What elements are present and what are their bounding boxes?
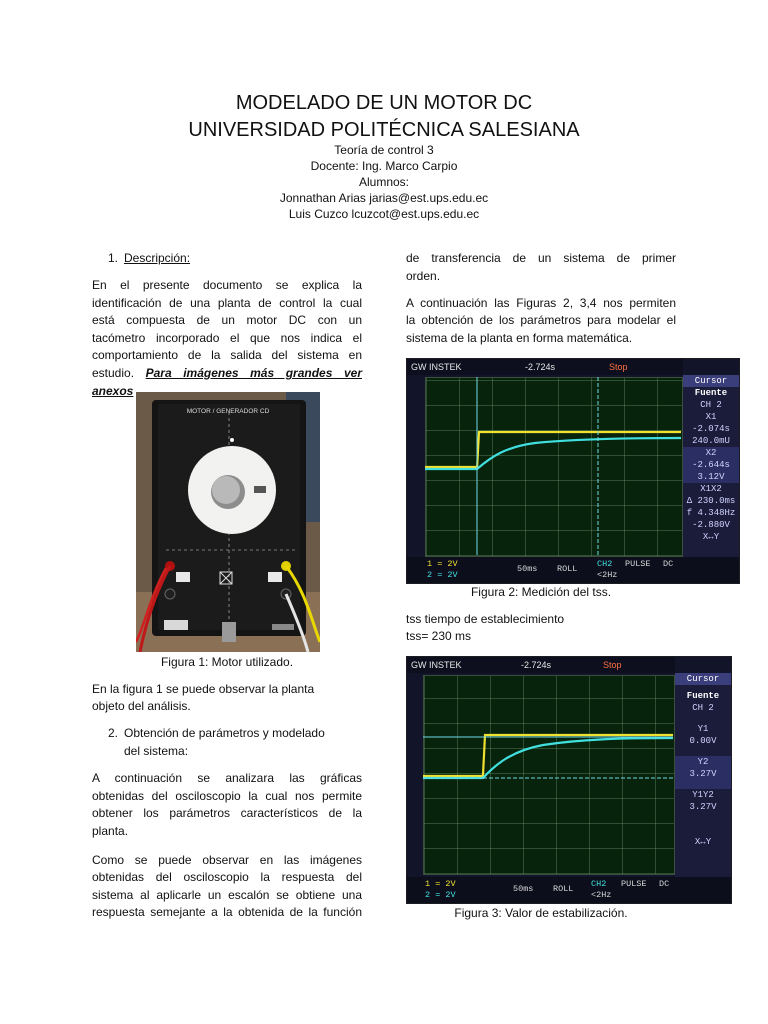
scope-3-timebase: 50ms	[513, 884, 534, 894]
scope-2-menu-5: X2	[683, 447, 739, 459]
scope-3-menu-2: Y1	[697, 724, 709, 734]
student-2: Luis Cuzco lcuzcot@est.ups.edu.ec	[288, 207, 480, 221]
scope-3-status: Stop	[603, 660, 622, 670]
figure-2-caption: Figura 2: Medición del tss.	[470, 585, 612, 599]
section-2-para-2-line-2: obtenidas del osciloscopio la respuesta del	[92, 870, 362, 884]
scope-2-menu-2: X1	[705, 412, 717, 422]
scope-2-ch2-scale: 2 = 2V	[427, 570, 458, 580]
section-2-para-1-line-4: planta.	[92, 824, 129, 838]
scope-3-menu-3: 0.00V	[689, 736, 717, 746]
scope-3-mode: ROLL	[553, 884, 574, 894]
university-title: UNIVERSIDAD POLITÉCNICA SALESIANA	[188, 119, 580, 141]
section-1-title: Descripción:	[124, 251, 191, 265]
section-2-title-line-1: Obtención de parámetros y modelado	[124, 726, 325, 740]
scope-2-topbar	[407, 359, 683, 375]
scope-3-menu-4: Y2	[675, 756, 731, 768]
scope-2-trigger-freq: <2Hz	[597, 570, 618, 580]
scope-3-menu-8: X↔Y	[694, 837, 712, 847]
scope-2-trigger-source: CH2	[597, 559, 613, 569]
document-title: MODELADO DE UN MOTOR DC	[235, 92, 533, 114]
scope-2-mode: ROLL	[557, 564, 578, 574]
section-1-heading	[96, 250, 190, 268]
section-2-para-2-line-3: sistema al aplicarle un escalón se obtiene una	[92, 888, 362, 902]
scope-3-coupling: DC	[659, 879, 670, 889]
section-1-line-1: En el presente documento se explica la	[92, 278, 362, 292]
scope-3-menu-0: Fuente	[686, 691, 720, 701]
section-2-para-2-line-1: Como se puede observar en las imágenes	[92, 853, 362, 867]
scope-3-menu-1: CH 2	[692, 703, 714, 713]
right-para-line-3: sistema de la planta en forma matemática.	[406, 331, 633, 345]
scope-2-menu-10: f 4.348Hz	[686, 508, 736, 518]
scope-2-menu-7: 3.12V	[683, 471, 739, 483]
scope-3-trigger-time: -2.724s	[521, 660, 552, 670]
scope-2-cursor-menu	[683, 375, 739, 557]
scope-3-brand: GW INSTEK	[411, 660, 462, 670]
teacher-line: Docente: Ing. Marco Carpio	[310, 159, 458, 173]
section-1-line-3: está compuesta de un motor DC con un	[92, 313, 362, 327]
scope-3-menu-7: 3.27V	[689, 802, 717, 812]
scope-2-status: Stop	[609, 362, 628, 372]
scope-3-ch2-scale: 2 = 2V	[425, 890, 456, 900]
scope-3-traces	[423, 675, 673, 873]
section-1-line-5: comportamiento de la salida del sistema en	[92, 348, 362, 362]
figure-1-caption: Figura 1: Motor utilizado.	[160, 655, 294, 669]
scope-2-menu-4: 240.0mU	[692, 436, 730, 446]
scope-3-trigger-source: CH2	[591, 879, 607, 889]
scope-2-ch1-scale: 1 = 2V	[427, 559, 458, 569]
scope-2-menu-8: X1X2	[700, 484, 722, 494]
scope-2-menu-3: -2.074s	[692, 424, 730, 434]
scope-2-menu-6: -2.644s	[683, 459, 739, 471]
scope-2-trigger-type: PULSE	[625, 559, 651, 569]
section-2-number: 2.	[107, 726, 118, 740]
scope-2-traces	[425, 377, 681, 555]
motor-photo-illustration	[136, 392, 320, 652]
right-cont-line-2: orden.	[406, 269, 441, 283]
section-2-title-line-2: del sistema:	[124, 744, 189, 758]
students-label: Alumnos:	[358, 175, 410, 189]
scope-2-menu-12: X↔Y	[702, 532, 720, 542]
section-1-line-2: identificación de una planta de control la cual	[92, 296, 362, 310]
right-cont-line-1: de transferencia de un sistema de primer	[406, 251, 676, 265]
scope-2-trigger-time: -2.724s	[525, 362, 556, 372]
figure-3-scope-screen	[406, 656, 732, 904]
section-2-para-2-line-4: respuesta semejante a la obtenida de la función	[92, 905, 362, 919]
section-2-para-1-line-3: obtener los parámetros característicos de la	[92, 806, 362, 820]
scope-3-menu-6: Y1Y2	[692, 790, 714, 800]
figure-1-text-line-2: objeto del análisis.	[92, 699, 191, 713]
scope-3-bottombar	[407, 877, 731, 903]
tss-definition: tss tiempo de establecimiento	[406, 612, 565, 626]
scope-3-topbar	[407, 657, 675, 673]
section-1-line-4: tacómetro incorporado el que nos indica el	[92, 331, 362, 345]
section-2-para-1-line-1: A continuación se analizara las gráficas	[92, 771, 362, 785]
scope-2-bottombar	[407, 557, 739, 583]
scope-2-menu-1: CH 2	[700, 400, 722, 410]
tss-value: tss= 230 ms	[406, 629, 472, 643]
figure-1-text-line-1: En la figura 1 se puede observar la planta	[92, 682, 315, 696]
scope-3-trigger-type: PULSE	[621, 879, 647, 889]
scope-2-menu-title: Cursor	[683, 375, 739, 387]
scope-2-timebase: 50ms	[517, 564, 538, 574]
figure-2-scope-screen	[406, 358, 740, 584]
section-2-heading	[96, 725, 325, 743]
scope-3-menu-5: 3.27V	[675, 768, 731, 789]
section-2-para-1-line-2: obtenidas del osciloscopio la cual nos permite	[92, 789, 362, 803]
annex-link[interactable]: Para imágenes más grandes ver anexos	[92, 366, 362, 398]
scope-2-menu-9: Δ 230.0ms	[686, 496, 736, 506]
right-para-line-1: A continuación las Figuras 2, 3,4 nos permiten	[406, 296, 676, 310]
scope-2-brand: GW INSTEK	[411, 362, 462, 372]
scope-3-cursor-menu	[675, 673, 731, 877]
motor-panel-label: MOTOR / GENERADOR CD	[186, 408, 270, 415]
scope-2-coupling: DC	[663, 559, 674, 569]
course-line: Teoría de control 3	[334, 143, 434, 157]
figure-3-caption: Figura 3: Valor de estabilización.	[454, 906, 628, 920]
right-para-line-2: la obtención de los parámetros para modelar el	[406, 313, 676, 327]
scope-3-ch1-scale: 1 = 2V	[425, 879, 456, 889]
scope-2-menu-0: Fuente	[694, 388, 728, 398]
section-1-line-6-start: estudio.	[92, 366, 135, 380]
student-1: Jonnathan Arias jarias@est.ups.edu.ec	[279, 191, 489, 205]
section-1-number: 1.	[107, 251, 118, 265]
motor-photo	[136, 392, 320, 652]
scope-3-trigger-freq: <2Hz	[591, 890, 612, 900]
scope-2-menu-11: -2.880V	[692, 520, 730, 530]
scope-3-menu-title: Cursor	[675, 673, 731, 685]
